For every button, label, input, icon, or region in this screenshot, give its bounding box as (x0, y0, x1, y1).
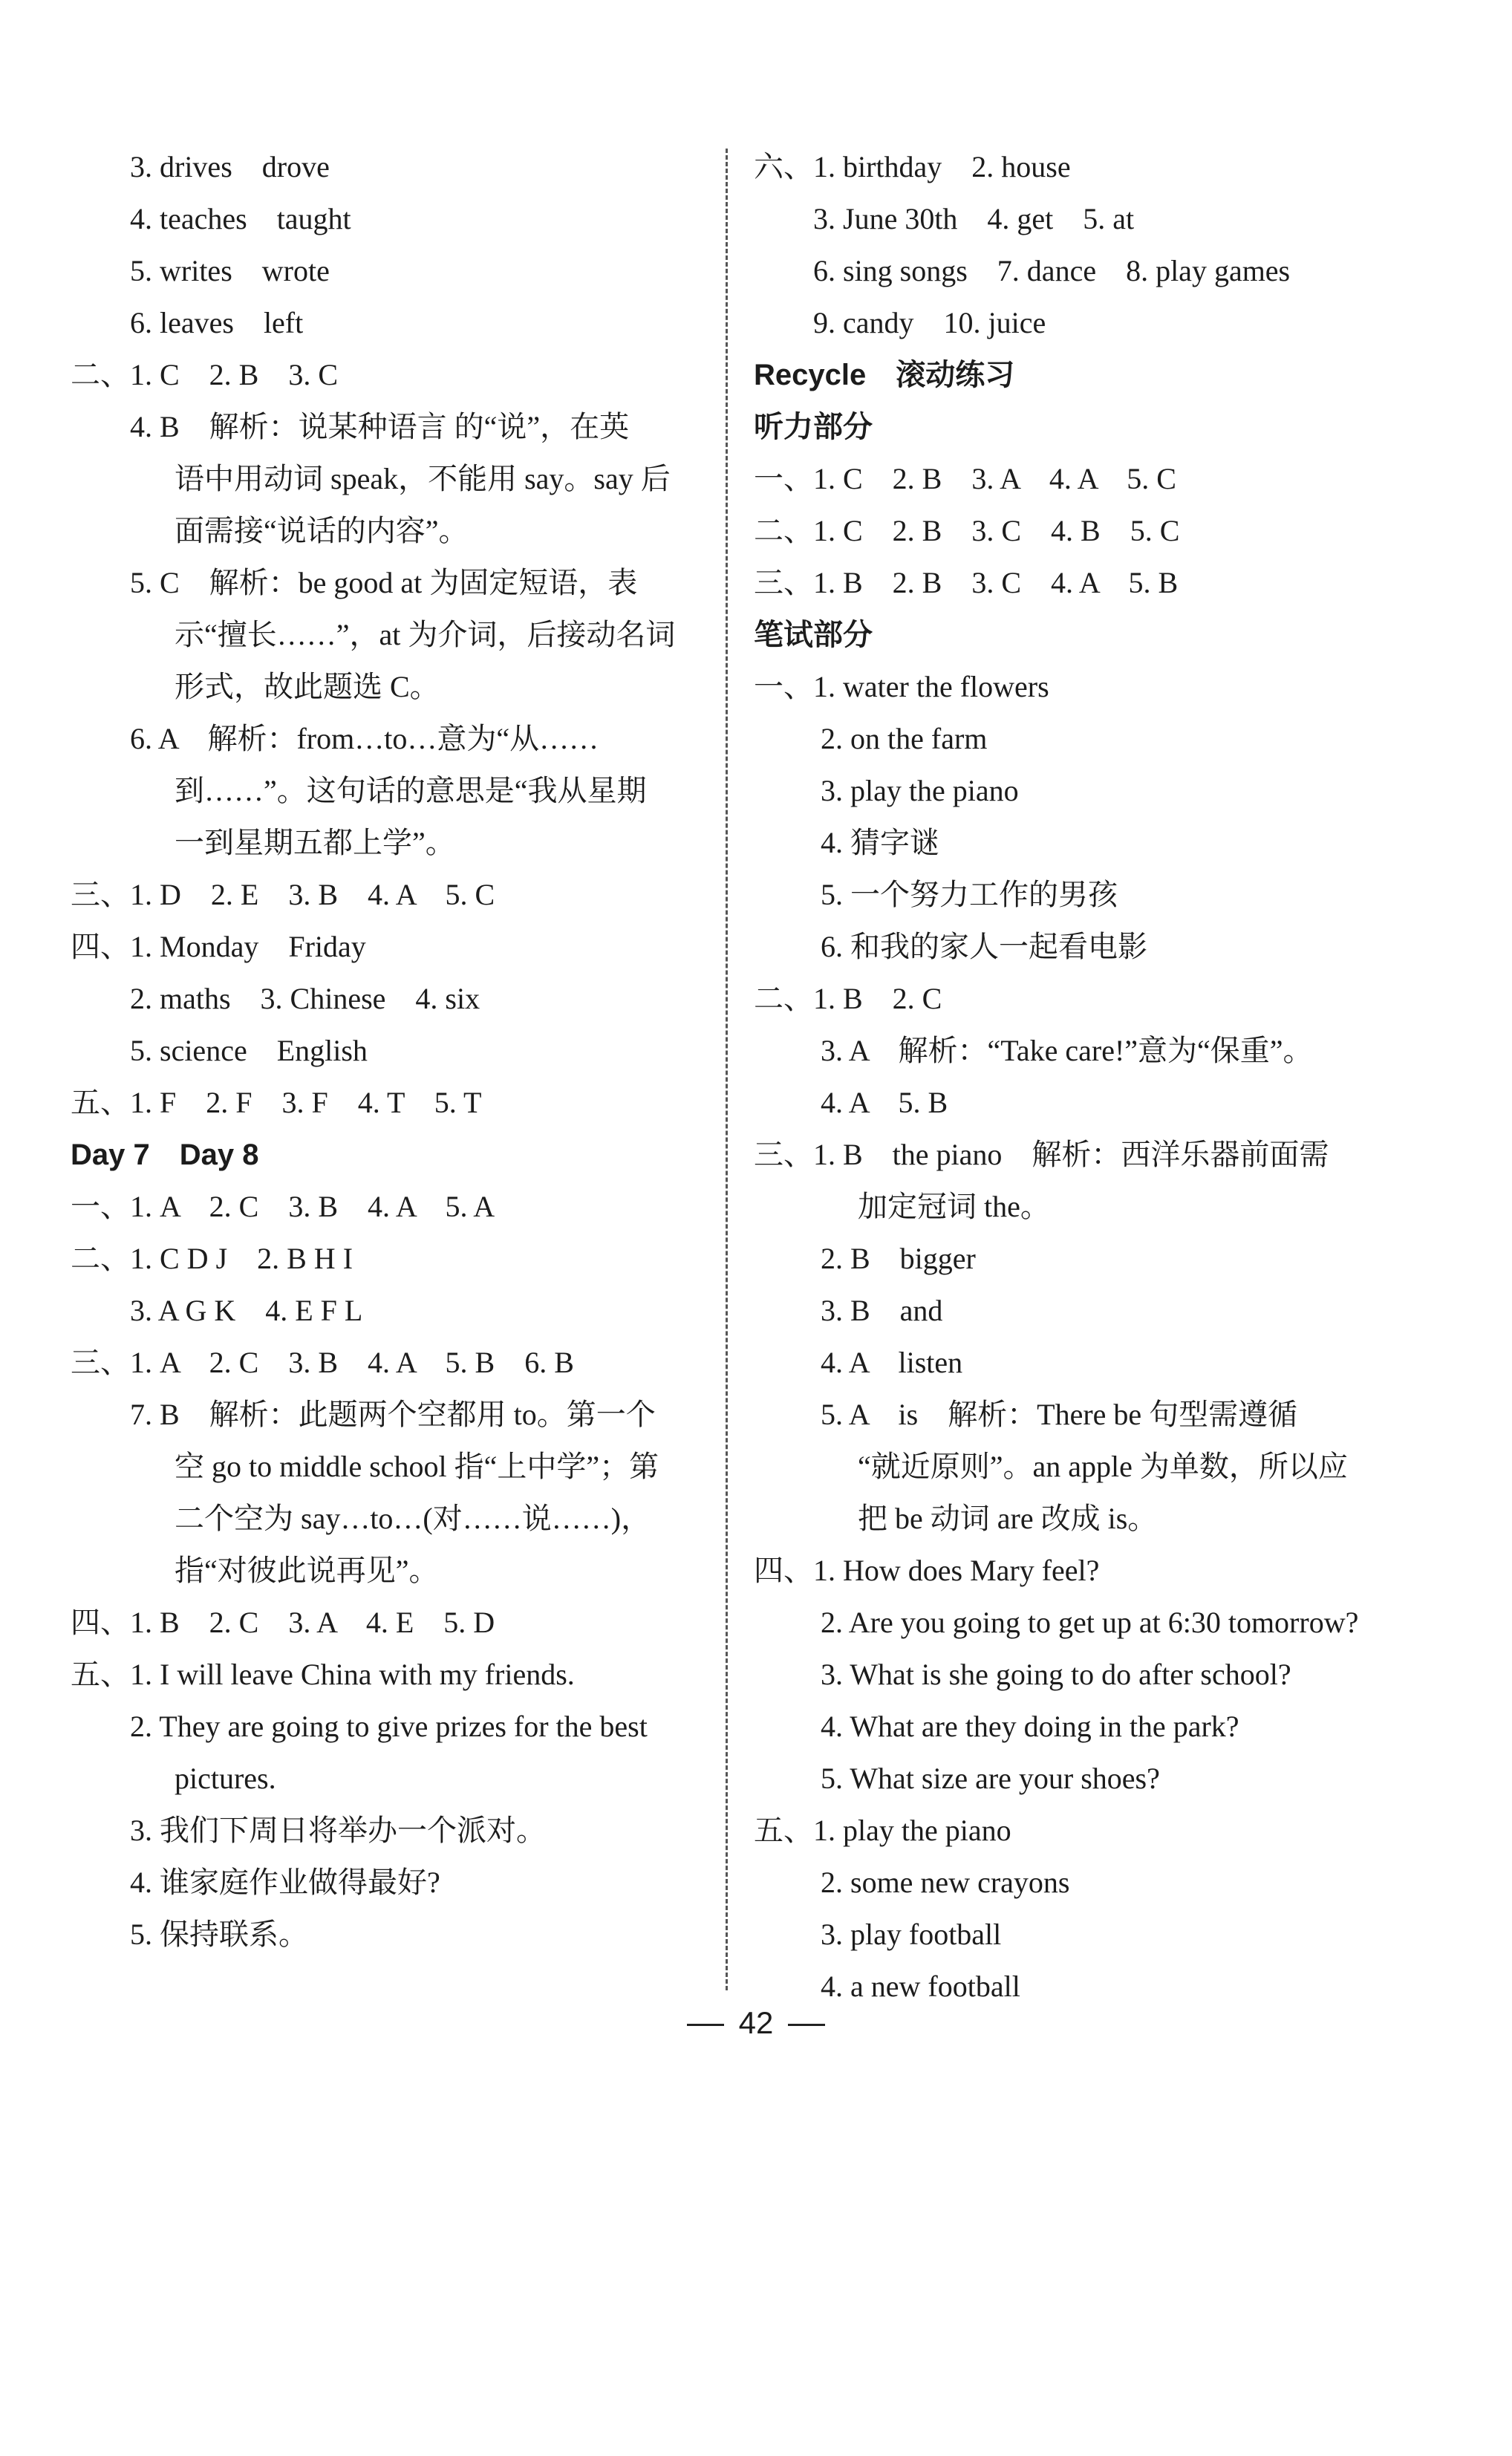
answer-line: 2. They are going to give prizes for the best (130, 1710, 648, 1743)
answer-line: 5. science English (130, 1034, 368, 1067)
answer-continuation: “就近原则”。an apple 为单数，所以应 (858, 1450, 1348, 1483)
answer-line: 6. A 解析：from…to…意为“从…… (130, 722, 599, 755)
answer-continuation: pictures. (175, 1762, 276, 1795)
answer-line: 3. June 30th 4. get 5. at (813, 202, 1135, 235)
answer-line: 二、1. C D J 2. B H I (71, 1242, 353, 1275)
answer-continuation: 指“对彼此说再见”。 (175, 1554, 439, 1587)
section-heading: Day 7 Day 8 (71, 1139, 259, 1171)
answer-line: 3. play the piano (821, 774, 1019, 807)
answer-continuation: 加定冠词 the。 (858, 1190, 1050, 1223)
answer-line: 五、1. I will leave China with my friends. (71, 1658, 575, 1691)
answer-line: 3. 我们下周日将举办一个派对。 (130, 1814, 546, 1847)
answer-continuation: 面需接“说话的内容”。 (175, 514, 469, 547)
answer-line: 二、1. B 2. C (754, 982, 942, 1015)
answer-line: 4. teaches taught (130, 202, 351, 235)
answer-line: 4. A listen (821, 1346, 963, 1379)
answer-line: 二、1. C 2. B 3. C 4. B 5. C (754, 514, 1180, 547)
answer-continuation: 空 go to middle school 指“上中学”；第 (175, 1450, 659, 1483)
section-heading: 笔试部分 (754, 619, 873, 651)
answer-line: 2. on the farm (821, 722, 988, 755)
answer-line: 4. What are they doing in the park? (821, 1710, 1239, 1743)
answer-line: 一、1. C 2. B 3. A 4. A 5. C (754, 462, 1176, 495)
answer-line: 5. writes wrote (130, 254, 330, 287)
section-heading: 听力部分 (754, 411, 873, 443)
footer-dash-left (687, 2024, 724, 2026)
answer-line: 4. 猜字谜 (821, 826, 939, 859)
section-heading: Recycle 滚动练习 (754, 359, 1015, 391)
answer-line: 3. What is she going to do after school? (821, 1658, 1291, 1691)
answer-line: 9. candy 10. juice (813, 306, 1046, 339)
page-number: 42 (738, 2005, 774, 2040)
answer-line: 6. 和我的家人一起看电影 (821, 930, 1147, 963)
answer-line: 3. drives drove (130, 150, 330, 183)
answer-line: 五、1. play the piano (754, 1814, 1011, 1847)
answer-line: 4. B 解析：说某种语言 的“说”，在英 (130, 410, 630, 443)
answer-line: 6. sing songs 7. dance 8. play games (813, 254, 1291, 287)
answer-continuation: 二个空为 say…to…(对……说……)， (175, 1502, 651, 1535)
answer-line: 5. A is 解析：There be 句型需遵循 (821, 1398, 1298, 1431)
answer-line: 四、1. B 2. C 3. A 4. E 5. D (71, 1606, 495, 1639)
answer-continuation: 语中用动词 speak，不能用 say。say 后 (175, 462, 671, 495)
answer-line: 5. What size are your shoes? (821, 1762, 1160, 1795)
answer-line: 2. maths 3. Chinese 4. six (130, 982, 480, 1015)
answer-line: 五、1. F 2. F 3. F 4. T 5. T (71, 1086, 482, 1119)
answer-line: 4. a new football (821, 1970, 1020, 2003)
answer-line: 一、1. A 2. C 3. B 4. A 5. A (71, 1190, 495, 1223)
answer-line: 一、1. water the flowers (754, 670, 1049, 703)
answer-line: 3. B and (821, 1294, 943, 1327)
left-column (71, 141, 709, 1961)
answer-line: 三、1. A 2. C 3. B 4. A 5. B 6. B (71, 1346, 574, 1379)
answer-line: 四、1. How does Mary feel? (754, 1554, 1100, 1587)
answer-line: 5. 一个努力工作的男孩 (821, 878, 1118, 911)
answer-line: 3. A G K 4. E F L (130, 1294, 363, 1327)
answer-line: 三、1. B 2. B 3. C 4. A 5. B (754, 566, 1179, 599)
answer-continuation: 把 be 动词 are 改成 is。 (858, 1502, 1158, 1535)
answer-continuation: 示“擅长……”，at 为介词，后接动名词 (175, 618, 676, 651)
answer-line: 2. B bigger (821, 1242, 976, 1275)
answer-line: 4. A 5. B (821, 1086, 948, 1119)
answer-line: 2. some new crayons (821, 1866, 1070, 1899)
column-divider (726, 149, 728, 1990)
answer-line: 7. B 解析：此题两个空都用 to。第一个 (130, 1398, 656, 1431)
answer-line: 5. 保持联系。 (130, 1918, 308, 1951)
answer-line: 三、1. B the piano 解析：西洋乐器前面需 (754, 1138, 1329, 1171)
answer-line: 5. C 解析：be good at 为固定短语，表 (130, 566, 638, 599)
answer-line: 3. play football (821, 1918, 1002, 1951)
answer-line: 二、1. C 2. B 3. C (71, 358, 339, 391)
page-footer (0, 2005, 1512, 2041)
right-column (754, 141, 1407, 2013)
answer-line: 六、1. birthday 2. house (754, 150, 1071, 183)
answer-continuation: 到……”。这句话的意思是“我从星期 (175, 774, 647, 807)
answer-line: 三、1. D 2. E 3. B 4. A 5. C (71, 878, 495, 911)
footer-dash-right (788, 2024, 825, 2026)
answer-line: 2. Are you going to get up at 6:30 tomorrow? (821, 1606, 1359, 1639)
answer-line: 4. 谁家庭作业做得最好? (130, 1866, 440, 1899)
answer-continuation: 一到星期五都上学”。 (175, 826, 455, 859)
answer-line: 6. leaves left (130, 306, 304, 339)
answer-line: 四、1. Monday Friday (71, 930, 366, 963)
answer-continuation: 形式，故此题选 C。 (175, 670, 440, 703)
answer-line: 3. A 解析：“Take care!”意为“保重”。 (821, 1034, 1313, 1067)
